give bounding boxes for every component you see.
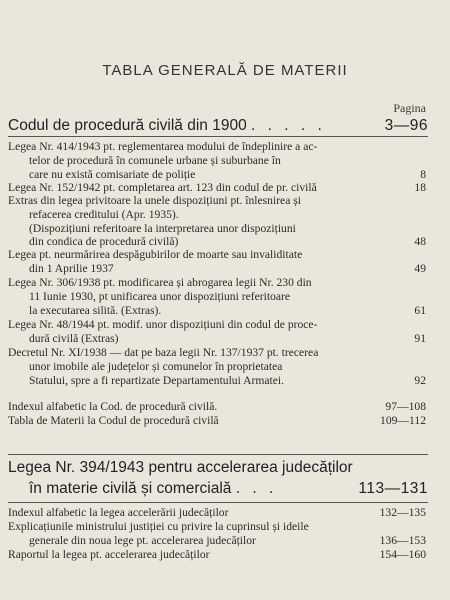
- toc-entry-line: Indexul alfabetic la legea accelerării judecăților: [8, 506, 229, 519]
- toc-entry: [8, 400, 426, 414]
- toc-entry-page: 91: [414, 331, 426, 345]
- toc-entry-page: 136—153: [379, 533, 426, 547]
- toc-entry: [8, 346, 426, 387]
- toc-entry-line: care nu există comisariate de poliție: [29, 167, 196, 181]
- toc-entry-page: 92: [414, 373, 426, 387]
- toc-entry-page: 154—160: [379, 548, 426, 561]
- section-title: Codul de procedură civilă din 1900: [8, 117, 247, 134]
- pagina-column-header: Pagina: [393, 101, 426, 115]
- leader-dots: . . . . .: [251, 117, 326, 134]
- toc-entry-line: din condica de procedură civilă): [29, 235, 179, 249]
- leader-dots: . . .: [235, 480, 278, 497]
- toc-entry-page: 132—135: [379, 506, 426, 519]
- toc-entry: [8, 414, 426, 428]
- toc-entry-page: 8: [420, 167, 426, 181]
- toc-entry-line: Legea Nr. 306/1938 pt. modificarea și abrogarea legii Nr. 230 din: [8, 276, 312, 289]
- toc-entry-page: 61: [414, 303, 426, 317]
- toc-entry-line: generale din noua lege pt. accelerarea judecăților: [29, 533, 256, 547]
- toc-entry: [8, 248, 426, 276]
- toc-entry-line: Statului, spre a fi repartizate Departamentului Armatei.: [29, 373, 284, 387]
- section-rule: [8, 502, 428, 503]
- toc-entry-page: 109—112: [380, 414, 426, 427]
- toc-entry-line: (Dispozițiuni referitoare la interpretarea unor dispozițiuni: [29, 221, 296, 235]
- toc-entry: [8, 181, 426, 195]
- section-rule: [8, 136, 428, 137]
- toc-entry: [8, 276, 426, 317]
- page-title: TABLA GENERALĂ DE MATERII: [102, 62, 348, 79]
- toc-entry-line: Indexul alfabetic la Cod. de procedură civilă.: [8, 400, 218, 413]
- toc-entry-line: Decretul Nr. XI/1938 — dat pe baza legii Nr. 137/1937 pt. trecerea: [8, 346, 319, 359]
- toc-entry-line: Legea Nr. 48/1944 pt. modif. unor dispozițiuni din codul de proce-: [8, 318, 318, 331]
- toc-entry-line: la executarea silită. (Extras).: [29, 303, 162, 317]
- toc-entry-line: 11 Iunie 1930, pt unificarea unor dispozițiuni referitoare: [29, 289, 290, 303]
- section-pages: 113—131: [358, 480, 428, 497]
- toc-entry-line: Raportul la legea pt. accelerarea judecăților: [8, 548, 210, 561]
- toc-entry: [8, 140, 426, 181]
- toc-entry-line: Explicațiunile ministrului justiției cu privire la cuprinsul și ideile: [8, 520, 309, 533]
- section-rule: [8, 454, 428, 455]
- toc-entry: [8, 520, 426, 548]
- toc-entry-page: 97—108: [385, 400, 426, 413]
- section-title-line1: Legea Nr. 394/1943 pentru accelerarea judecăților: [8, 459, 353, 476]
- section-heading-acceleration-law: [8, 459, 428, 501]
- toc-entry: [8, 506, 426, 520]
- toc-entry-line: unor imobile ale județelor și comunelor în proprietatea: [29, 359, 283, 373]
- section-pages: 3—96: [384, 117, 428, 134]
- toc-entry-line: Legea pt. neurmărirea despăgubirilor de moarte sau invaliditate: [8, 248, 303, 261]
- toc-entry-line: din 1 Aprilie 1937: [29, 261, 114, 275]
- toc-entry: [8, 548, 426, 562]
- toc-entry-line: Legea Nr. 414/1943 pt. reglementarea modului de îndeplinire a ac-: [8, 140, 318, 153]
- toc-entry-line: Extras din legea privitoare la unele dispozițiuni pt. înlesnirea și: [8, 194, 301, 207]
- toc-entry: [8, 194, 426, 249]
- section-heading-civil-procedure: [8, 117, 428, 138]
- toc-entry-page: 49: [414, 261, 426, 275]
- toc-entry: [8, 318, 426, 346]
- toc-entry-line: telor de procedură în comunele urbane și suburbane în: [29, 153, 281, 167]
- toc-entry-line: refacerea creditului (Apr. 1935).: [29, 207, 179, 221]
- toc-entry-line: Legea Nr. 152/1942 pt. completarea art. 123 din codul de pr. civilă: [8, 181, 317, 194]
- section-title-line2: în materie civilă și comercială: [29, 480, 232, 497]
- toc-entry-page: 18: [414, 181, 426, 194]
- toc-entry-line: Tabla de Materii la Codul de procedură civilă: [8, 414, 219, 427]
- toc-entry-page: 48: [414, 235, 426, 249]
- toc-entry-line: dură civilă (Extras): [29, 331, 119, 345]
